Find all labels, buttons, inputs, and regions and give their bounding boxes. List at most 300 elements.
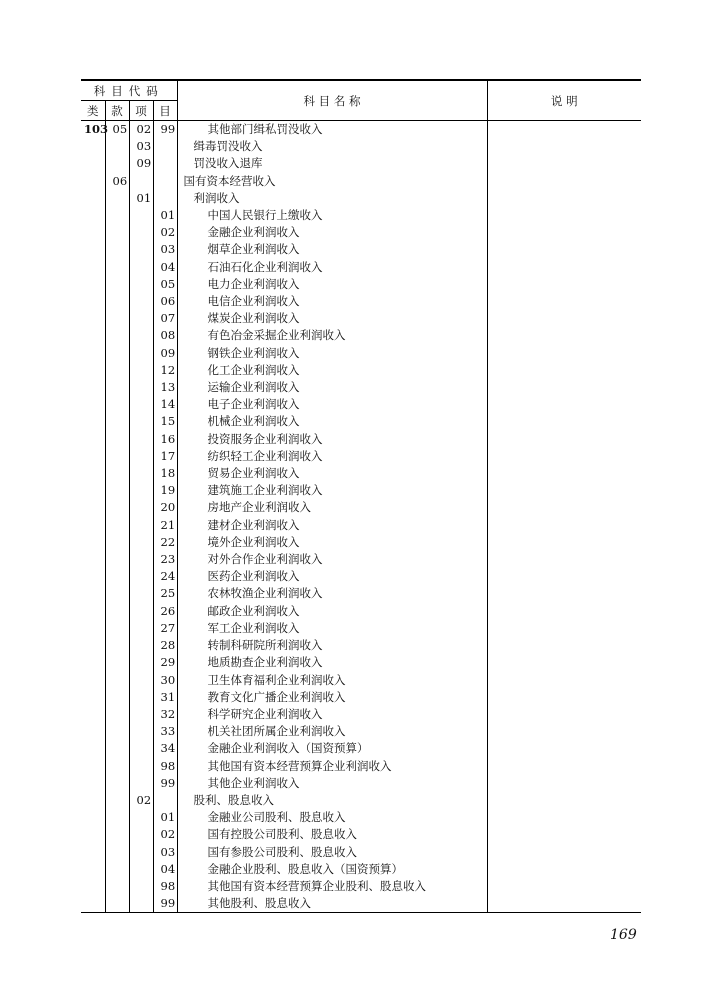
table-row [81, 276, 641, 293]
code-xiang-cell [129, 878, 153, 895]
subject-name-cell: 邮政企业利润收入 [177, 603, 487, 620]
subject-name-cell: 境外企业利润收入 [177, 534, 487, 551]
subject-name-cell: 机关社团所属企业利润收入 [177, 723, 487, 740]
code-kuan-cell [105, 758, 129, 775]
table-row [81, 190, 641, 207]
code-kuan-cell [105, 310, 129, 327]
code-xiang-cell [129, 465, 153, 482]
code-kuan-cell [105, 431, 129, 448]
code-lei-cell [81, 259, 105, 276]
code-kuan-cell [105, 723, 129, 740]
table-row [81, 155, 641, 172]
subject-name-cell: 化工企业利润收入 [177, 362, 487, 379]
code-mu-cell: 23 [153, 551, 177, 568]
code-xiang-cell [129, 293, 153, 310]
table-row [81, 792, 641, 809]
subject-name-cell: 电子企业利润收入 [177, 396, 487, 413]
code-xiang-cell [129, 740, 153, 757]
table-row [81, 826, 641, 843]
code-lei-cell [81, 568, 105, 585]
table-row [81, 568, 641, 585]
note-cell [487, 517, 641, 534]
header-subject-name: 科 目 名 称 [177, 80, 487, 121]
code-xiang-cell [129, 499, 153, 516]
note-cell [487, 345, 641, 362]
header-lei: 类 [81, 101, 105, 121]
code-mu-cell [153, 173, 177, 190]
table-row [81, 689, 641, 706]
code-xiang-cell [129, 431, 153, 448]
subject-name-cell: 投资服务企业利润收入 [177, 431, 487, 448]
code-xiang-cell [129, 413, 153, 430]
subject-name-cell: 中国人民银行上缴收入 [177, 207, 487, 224]
code-kuan-cell [105, 327, 129, 344]
code-lei-cell [81, 603, 105, 620]
note-cell [487, 310, 641, 327]
code-xiang-cell [129, 672, 153, 689]
code-kuan-cell [105, 551, 129, 568]
code-xiang-cell [129, 637, 153, 654]
code-mu-cell: 99 [153, 775, 177, 792]
code-lei-cell [81, 431, 105, 448]
code-mu-cell: 13 [153, 379, 177, 396]
code-mu-cell: 22 [153, 534, 177, 551]
table-row [81, 241, 641, 258]
code-xiang-cell [129, 689, 153, 706]
code-lei-cell [81, 775, 105, 792]
table-row [81, 431, 641, 448]
note-cell [487, 224, 641, 241]
code-kuan-cell [105, 241, 129, 258]
code-lei-cell [81, 173, 105, 190]
budget-subject-table-wrapper [81, 79, 641, 913]
code-mu-cell: 99 [153, 895, 177, 913]
note-cell [487, 861, 641, 878]
code-kuan-cell [105, 826, 129, 843]
code-mu-cell: 21 [153, 517, 177, 534]
code-mu-cell: 30 [153, 672, 177, 689]
subject-name-cell: 卫生体育福利企业利润收入 [177, 672, 487, 689]
code-mu-cell: 31 [153, 689, 177, 706]
note-cell [487, 241, 641, 258]
code-lei-cell [81, 207, 105, 224]
table-row [81, 740, 641, 757]
subject-name-cell: 烟草企业利润收入 [177, 241, 487, 258]
subject-name-cell: 其他国有资本经营预算企业利润收入 [177, 758, 487, 775]
code-mu-cell [153, 155, 177, 172]
code-kuan-cell [105, 465, 129, 482]
code-lei-cell [81, 792, 105, 809]
table-row [81, 551, 641, 568]
code-mu-cell: 12 [153, 362, 177, 379]
subject-name-cell: 建筑施工企业利润收入 [177, 482, 487, 499]
code-xiang-cell [129, 276, 153, 293]
code-kuan-cell [105, 534, 129, 551]
code-lei-cell [81, 276, 105, 293]
code-lei-cell [81, 465, 105, 482]
table-row [81, 637, 641, 654]
code-kuan-cell [105, 689, 129, 706]
code-kuan-cell [105, 517, 129, 534]
note-cell [487, 551, 641, 568]
code-mu-cell: 32 [153, 706, 177, 723]
note-cell [487, 809, 641, 826]
code-lei-cell [81, 327, 105, 344]
note-cell [487, 672, 641, 689]
note-cell [487, 792, 641, 809]
table-row [81, 844, 641, 861]
subject-name-cell: 贸易企业利润收入 [177, 465, 487, 482]
code-kuan-cell [105, 672, 129, 689]
table-row [81, 895, 641, 913]
code-xiang-cell [129, 809, 153, 826]
code-lei-cell [81, 878, 105, 895]
note-cell [487, 637, 641, 654]
code-lei-cell [81, 740, 105, 757]
note-cell [487, 293, 641, 310]
code-kuan-cell: 06 [105, 173, 129, 190]
note-cell [487, 758, 641, 775]
code-kuan-cell [105, 224, 129, 241]
code-lei-cell [81, 345, 105, 362]
code-xiang-cell: 02 [129, 121, 153, 139]
table-row [81, 465, 641, 482]
note-cell [487, 413, 641, 430]
code-mu-cell: 09 [153, 345, 177, 362]
note-cell [487, 362, 641, 379]
code-kuan-cell [105, 706, 129, 723]
table-row [81, 121, 641, 139]
code-xiang-cell [129, 327, 153, 344]
code-kuan-cell [105, 345, 129, 362]
code-kuan-cell [105, 637, 129, 654]
code-mu-cell: 16 [153, 431, 177, 448]
code-xiang-cell [129, 620, 153, 637]
code-lei-cell [81, 293, 105, 310]
table-row [81, 327, 641, 344]
table-row [81, 723, 641, 740]
code-xiang-cell [129, 534, 153, 551]
code-lei-cell [81, 448, 105, 465]
subject-name-cell: 钢铁企业利润收入 [177, 345, 487, 362]
note-cell [487, 465, 641, 482]
note-cell [487, 878, 641, 895]
note-cell [487, 895, 641, 913]
code-xiang-cell: 03 [129, 138, 153, 155]
subject-name-cell: 电信企业利润收入 [177, 293, 487, 310]
code-xiang-cell [129, 861, 153, 878]
note-cell [487, 207, 641, 224]
code-mu-cell: 15 [153, 413, 177, 430]
table-row [81, 534, 641, 551]
subject-name-cell: 金融企业利润收入（国资预算） [177, 740, 487, 757]
code-kuan-cell [105, 568, 129, 585]
code-mu-cell: 08 [153, 327, 177, 344]
code-kuan-cell [105, 190, 129, 207]
code-mu-cell: 06 [153, 293, 177, 310]
table-row [81, 413, 641, 430]
note-cell [487, 499, 641, 516]
table-row [81, 259, 641, 276]
code-xiang-cell [129, 362, 153, 379]
code-mu-cell: 14 [153, 396, 177, 413]
code-mu-cell: 02 [153, 826, 177, 843]
code-kuan-cell [105, 396, 129, 413]
subject-name-cell: 国有控股公司股利、股息收入 [177, 826, 487, 843]
code-xiang-cell: 09 [129, 155, 153, 172]
table-row [81, 620, 641, 637]
code-kuan-cell [105, 620, 129, 637]
subject-name-cell: 纺织轻工企业利润收入 [177, 448, 487, 465]
code-xiang-cell [129, 224, 153, 241]
note-cell [487, 482, 641, 499]
subject-name-cell: 国有资本经营收入 [177, 173, 487, 190]
note-cell [487, 276, 641, 293]
code-kuan-cell [105, 362, 129, 379]
subject-name-cell: 房地产企业利润收入 [177, 499, 487, 516]
note-cell [487, 396, 641, 413]
code-mu-cell [153, 138, 177, 155]
code-xiang-cell [129, 723, 153, 740]
code-mu-cell: 04 [153, 861, 177, 878]
note-cell [487, 121, 641, 139]
table-row [81, 448, 641, 465]
table-row [81, 775, 641, 792]
note-cell [487, 190, 641, 207]
note-cell [487, 706, 641, 723]
code-kuan-cell [105, 895, 129, 913]
table-row [81, 672, 641, 689]
code-lei-cell [81, 620, 105, 637]
code-xiang-cell [129, 895, 153, 913]
code-mu-cell: 98 [153, 758, 177, 775]
note-cell [487, 327, 641, 344]
code-lei-cell [81, 723, 105, 740]
note-cell [487, 723, 641, 740]
subject-name-cell: 罚没收入退库 [177, 155, 487, 172]
code-lei-cell [81, 654, 105, 671]
code-kuan-cell [105, 413, 129, 430]
code-lei-cell [81, 637, 105, 654]
note-cell [487, 689, 641, 706]
code-mu-cell: 02 [153, 224, 177, 241]
table-row [81, 878, 641, 895]
code-kuan-cell [105, 482, 129, 499]
subject-name-cell: 科学研究企业利润收入 [177, 706, 487, 723]
subject-name-cell: 股利、股息收入 [177, 792, 487, 809]
code-lei-cell [81, 396, 105, 413]
note-cell [487, 568, 641, 585]
code-mu-cell: 19 [153, 482, 177, 499]
note-cell [487, 740, 641, 757]
subject-name-cell: 建材企业利润收入 [177, 517, 487, 534]
code-kuan-cell: 05 [105, 121, 129, 139]
code-kuan-cell [105, 259, 129, 276]
note-cell [487, 585, 641, 602]
code-xiang-cell [129, 241, 153, 258]
table-row [81, 207, 641, 224]
code-mu-cell: 24 [153, 568, 177, 585]
table-row [81, 706, 641, 723]
table-row [81, 482, 641, 499]
code-xiang-cell [129, 585, 153, 602]
code-xiang-cell [129, 517, 153, 534]
subject-name-cell: 电力企业利润收入 [177, 276, 487, 293]
code-lei-cell [81, 534, 105, 551]
subject-name-cell: 对外合作企业利润收入 [177, 551, 487, 568]
table-row [81, 585, 641, 602]
code-xiang-cell [129, 654, 153, 671]
code-lei-cell [81, 190, 105, 207]
code-xiang-cell [129, 345, 153, 362]
code-mu-cell: 27 [153, 620, 177, 637]
code-xiang-cell: 01 [129, 190, 153, 207]
code-lei-cell [81, 861, 105, 878]
code-mu-cell: 98 [153, 878, 177, 895]
table-row [81, 138, 641, 155]
subject-name-cell: 地质勘查企业利润收入 [177, 654, 487, 671]
subject-name-cell: 金融企业股利、股息收入（国资预算） [177, 861, 487, 878]
table-row [81, 310, 641, 327]
table-row [81, 499, 641, 516]
subject-name-cell: 教育文化广播企业利润收入 [177, 689, 487, 706]
code-mu-cell: 01 [153, 207, 177, 224]
code-mu-cell: 03 [153, 844, 177, 861]
subject-name-cell: 金融业公司股利、股息收入 [177, 809, 487, 826]
code-lei-cell [81, 895, 105, 913]
code-kuan-cell [105, 293, 129, 310]
code-xiang-cell [129, 207, 153, 224]
subject-name-cell: 其他国有资本经营预算企业股利、股息收入 [177, 878, 487, 895]
table-row [81, 758, 641, 775]
subject-name-cell: 国有参股公司股利、股息收入 [177, 844, 487, 861]
subject-name-cell: 农林牧渔企业利润收入 [177, 585, 487, 602]
code-mu-cell: 99 [153, 121, 177, 139]
code-mu-cell: 28 [153, 637, 177, 654]
code-kuan-cell [105, 207, 129, 224]
note-cell [487, 603, 641, 620]
budget-subject-table [81, 79, 641, 913]
table-row [81, 362, 641, 379]
note-cell [487, 379, 641, 396]
note-cell [487, 259, 641, 276]
code-xiang-cell [129, 706, 153, 723]
code-lei-cell [81, 689, 105, 706]
subject-name-cell: 其他部门缉私罚没收入 [177, 121, 487, 139]
code-lei-cell [81, 362, 105, 379]
note-cell [487, 534, 641, 551]
code-xiang-cell [129, 826, 153, 843]
subject-name-cell: 煤炭企业利润收入 [177, 310, 487, 327]
subject-name-cell: 有色冶金采掘企业利润收入 [177, 327, 487, 344]
code-xiang-cell [129, 482, 153, 499]
code-lei-cell [81, 706, 105, 723]
table-row [81, 603, 641, 620]
note-cell [487, 620, 641, 637]
code-mu-cell: 34 [153, 740, 177, 757]
subject-name-cell: 石油石化企业利润收入 [177, 259, 487, 276]
code-lei-cell [81, 517, 105, 534]
code-mu-cell [153, 792, 177, 809]
header-subject-code: 科目代码 [81, 80, 177, 101]
table-row [81, 654, 641, 671]
subject-name-cell: 其他股利、股息收入 [177, 895, 487, 913]
code-lei-cell [81, 138, 105, 155]
code-lei-cell [81, 758, 105, 775]
code-xiang-cell [129, 758, 153, 775]
code-kuan-cell [105, 844, 129, 861]
code-lei-cell [81, 826, 105, 843]
code-kuan-cell [105, 740, 129, 757]
note-cell [487, 155, 641, 172]
header-xiang: 项 [129, 101, 153, 121]
code-xiang-cell [129, 448, 153, 465]
code-lei-cell [81, 241, 105, 258]
code-kuan-cell [105, 603, 129, 620]
code-lei-cell [81, 413, 105, 430]
table-row [81, 396, 641, 413]
code-xiang-cell [129, 310, 153, 327]
code-mu-cell: 01 [153, 809, 177, 826]
code-mu-cell: 17 [153, 448, 177, 465]
note-cell [487, 431, 641, 448]
code-mu-cell: 25 [153, 585, 177, 602]
subject-name-cell: 其他企业利润收入 [177, 775, 487, 792]
code-mu-cell: 05 [153, 276, 177, 293]
page-number: 169 [610, 927, 637, 943]
code-kuan-cell [105, 585, 129, 602]
code-lei-cell [81, 155, 105, 172]
subject-name-cell: 金融企业利润收入 [177, 224, 487, 241]
subject-name-cell: 转制科研院所利润收入 [177, 637, 487, 654]
code-mu-cell: 04 [153, 259, 177, 276]
header-kuan: 款 [105, 101, 129, 121]
code-lei-cell [81, 310, 105, 327]
table-row [81, 293, 641, 310]
note-cell [487, 448, 641, 465]
subject-name-cell: 缉毒罚没收入 [177, 138, 487, 155]
code-mu-cell: 20 [153, 499, 177, 516]
table-row [81, 379, 641, 396]
code-lei-cell [81, 224, 105, 241]
code-kuan-cell [105, 276, 129, 293]
note-cell [487, 654, 641, 671]
subject-name-cell: 利润收入 [177, 190, 487, 207]
code-kuan-cell [105, 861, 129, 878]
subject-name-cell: 运输企业利润收入 [177, 379, 487, 396]
note-cell [487, 775, 641, 792]
code-lei-cell [81, 482, 105, 499]
code-xiang-cell [129, 568, 153, 585]
table-body [81, 121, 641, 913]
code-kuan-cell [105, 448, 129, 465]
table-row [81, 173, 641, 190]
code-xiang-cell [129, 775, 153, 792]
note-cell [487, 826, 641, 843]
code-mu-cell: 18 [153, 465, 177, 482]
table-row [81, 861, 641, 878]
code-lei-cell [81, 585, 105, 602]
note-cell [487, 138, 641, 155]
code-kuan-cell [105, 379, 129, 396]
code-mu-cell [153, 190, 177, 207]
code-mu-cell: 29 [153, 654, 177, 671]
code-xiang-cell: 02 [129, 792, 153, 809]
code-kuan-cell [105, 775, 129, 792]
code-kuan-cell [105, 138, 129, 155]
code-kuan-cell [105, 155, 129, 172]
header-mu: 目 [153, 101, 177, 121]
